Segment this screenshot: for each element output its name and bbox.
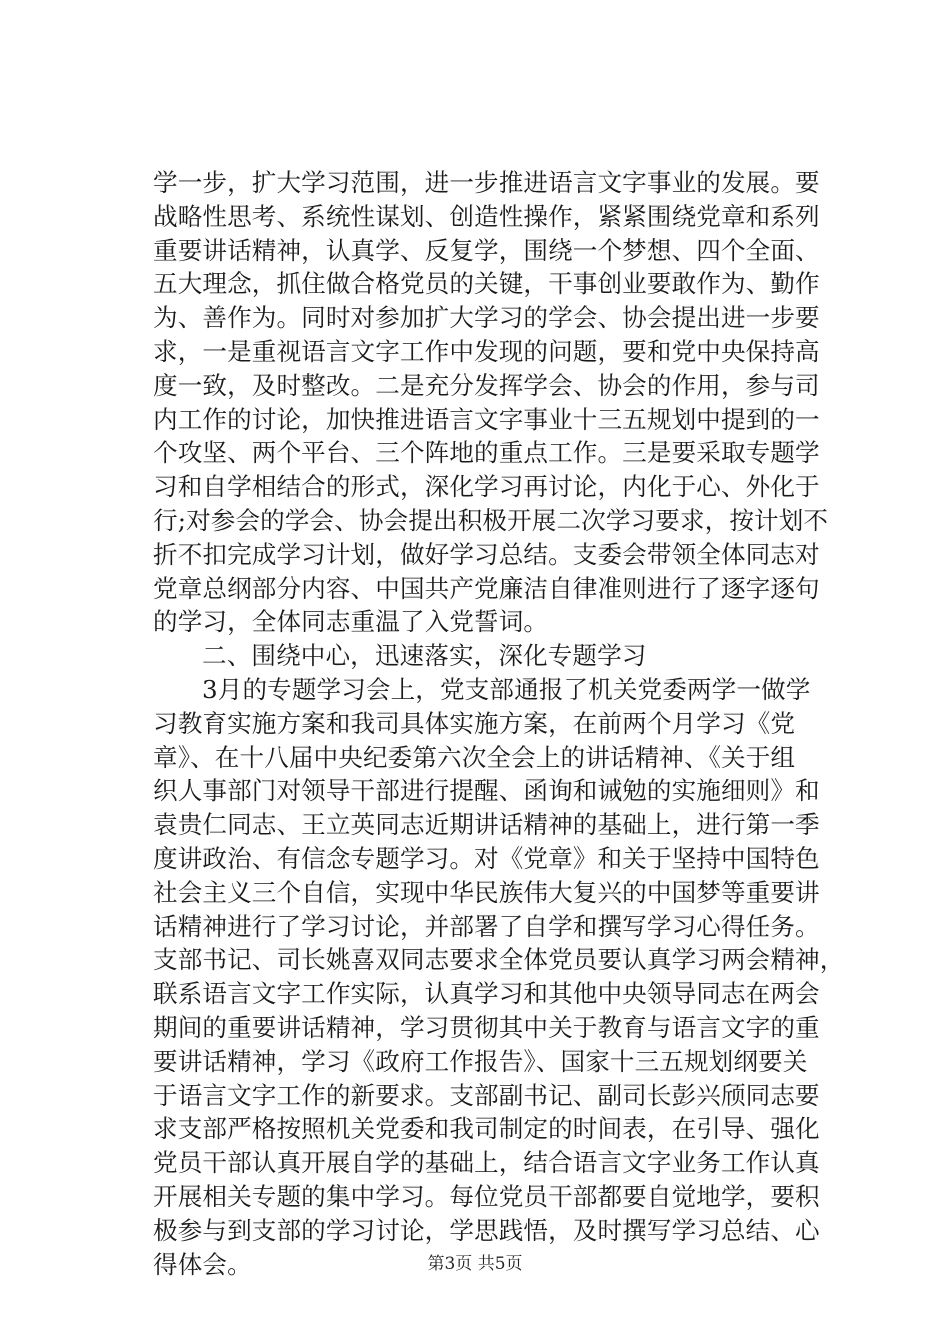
text-line: 个攻坚、两个平台、三个阵地的重点工作。三是要采取专题学 [153,438,820,468]
text-line: 极参与到支部的学习讨论，学思践悟，及时撰写学习总结、心 [153,1215,820,1245]
page-footer [0,1252,950,1276]
page-number-label: 第3页 共5页 [427,1254,523,1274]
text-line: 求，一是重视语言文字工作中发现的问题，要和党中央保持高 [153,336,820,366]
text-line: 话精神进行了学习讨论，并部署了自学和撰写学习心得任务。 [153,911,820,941]
text-line: 要讲话精神，学习《政府工作报告》、国家十三五规划纲要关 [153,1046,808,1076]
section-heading: 二、围绕中心，迅速落实，深化专题学习 [202,641,647,671]
text-line: 战略性思考、系统性谋划、创造性操作，紧紧围绕党章和系列 [153,201,820,231]
text-line: 求支部严格按照机关党委和我司制定的时间表，在引导、强化 [153,1114,820,1144]
text-line: 联系语言文字工作实际，认真学习和其他中央领导同志在两会 [153,979,820,1009]
text-line: 为、善作为。同时对参加扩大学习的学会、协会提出进一步要 [153,303,820,333]
text-line: 开展相关专题的集中学习。每位党员干部都要自觉地学，要积 [153,1181,820,1211]
text-line: 度讲政治、有信念专题学习。对《党章》和关于坚持中国特色 [153,843,820,873]
document-body [153,166,845,1281]
text-line: 袁贵仁同志、王立英同志近期讲话精神的基础上，进行第一季 [153,810,820,840]
text-line: 期间的重要讲话精神，学习贯彻其中关于教育与语言文字的重 [153,1012,820,1042]
text-line: 度一致，及时整改。二是充分发挥学会、协会的作用，参与司 [153,370,820,400]
text-line: 折不扣完成学习计划，做好学习总结。支委会带领全体同志对 [153,539,820,569]
text-line: 党员干部认真开展自学的基础上，结合语言文字业务工作认真 [153,1148,820,1178]
text-line: 重要讲话精神，认真学、反复学，围绕一个梦想、四个全面、 [153,235,820,265]
text-line: 得体会。 [153,1249,252,1279]
text-line: 织人事部门对领导干部进行提醒、函询和诫勉的实施细则》和 [153,776,820,806]
text-line: 内工作的讨论，加快推进语言文字事业十三五规划中提到的一 [153,404,820,434]
text-line: 学一步，扩大学习范围，进一步推进语言文字事业的发展。要 [153,168,820,197]
text-line: 党章总纲部分内容、中国共产党廉洁自律准则进行了逐字逐句 [153,573,820,603]
text-line: 行;对参会的学会、协会提出积极开展二次学习要求，按计划不 [153,505,829,535]
text-line: 支部书记、司长姚喜双同志要求全体党员要认真学习两会精神， [153,945,845,975]
text-line: 五大理念，抓住做合格党员的关键，干事创业要敢作为、勤作 [153,269,820,299]
text-line: 社会主义三个自信，实现中华民族伟大复兴的中国梦等重要讲 [153,877,820,907]
text-line: 习教育实施方案和我司具体实施方案，在前两个月学习《党 [153,708,796,738]
text-line: 3月的专题学习会上，党支部通报了机关党委两学一做学 [202,674,811,704]
text-line: 于语言文字工作的新要求。支部副书记、副司长彭兴颀同志要 [153,1080,820,1110]
text-line: 习和自学相结合的形式，深化学习再讨论，内化于心、外化于 [153,472,820,502]
text-line: 章》、在十八届中央纪委第六次全会上的讲话精神、《关于组 [153,742,796,772]
text-line: 的学习，全体同志重温了入党誓词。 [153,607,549,637]
